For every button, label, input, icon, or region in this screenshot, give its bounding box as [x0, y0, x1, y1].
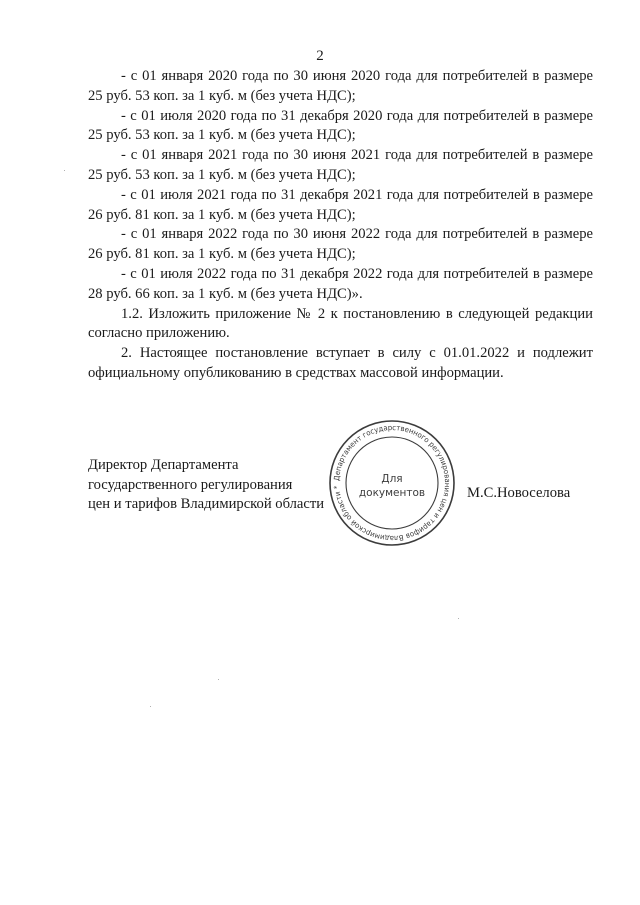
- document-body: [88, 67, 593, 384]
- position-line-1: Директор Департамента: [88, 457, 239, 473]
- signer-name: М.С.Новоселова: [467, 485, 571, 501]
- seal-center-line-2: документов: [358, 487, 426, 499]
- paragraph-tariff-2020-h1: - с 01 января 2020 года по 30 июня 2020 года для потребителей в размере 25 руб. 53 коп. за 1 куб. м (без учета НДС);: [88, 68, 593, 104]
- paragraph-tariff-2020-h2: - с 01 июля 2020 года по 31 декабря 2020 года для потребителей в размере 25 руб. 53 коп. за 1 куб. м (без учета НДС);: [88, 107, 593, 144]
- official-seal-stamp: [328, 419, 456, 547]
- scan-speck: [458, 618, 459, 619]
- scan-speck: [218, 679, 219, 680]
- seal-ring-text: Департамент государственного регулирования цен и тарифов Владимирской области *: [331, 422, 453, 544]
- paragraph-clause-2: 2. Настоящее постановление вступает в силу с 01.01.2022 и подлежит официальному опубликованию в средствах массовой информации.: [88, 345, 593, 381]
- scan-speck: [150, 706, 151, 707]
- paragraph-tariff-2021-h2: - с 01 июля 2021 года по 31 декабря 2021 года для потребителей в размере 26 руб. 81 коп. за 1 куб. м (без учета НДС);: [88, 186, 593, 223]
- position-line-3: цен и тарифов Владимирской области: [88, 496, 325, 512]
- scan-speck: [64, 170, 65, 171]
- paragraph-tariff-2022-h2: - с 01 июля 2022 года по 31 декабря 2022 года для потребителей в размере 28 руб. 66 коп. за 1 куб. м (без учета НДС)».: [88, 265, 593, 302]
- paragraph-tariff-2021-h1: - с 01 января 2021 года по 30 июня 2021 года для потребителей в размере 25 руб. 53 коп. за 1 куб. м (без учета НДС);: [88, 147, 593, 183]
- signature-position: [88, 456, 338, 515]
- position-line-2: государственного регулирования: [88, 476, 293, 493]
- paragraph-tariff-2022-h1: - с 01 января 2022 года по 30 июня 2022 года для потребителей в размере 26 руб. 81 коп. за 1 куб. м (без учета НДС);: [88, 226, 593, 263]
- page-number: 2: [316, 48, 324, 64]
- seal-center-line-1: Для: [381, 473, 403, 485]
- paragraph-clause-1-2: 1.2. Изложить приложение № 2 к постановлению в следующей редакции согласно приложению.: [88, 305, 593, 342]
